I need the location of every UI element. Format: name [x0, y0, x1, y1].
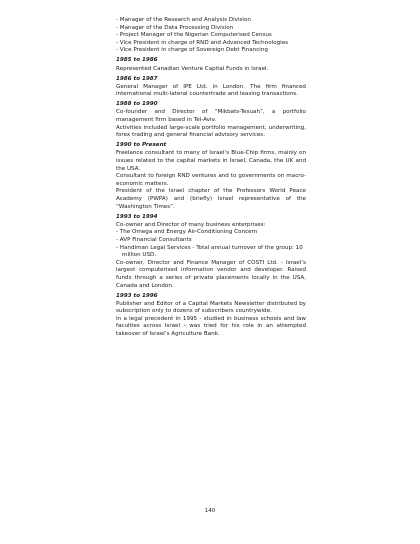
list-item: - Vice President in charge of RND and Advanced Technologies: [116, 39, 289, 46]
paragraph: President of the Israel chapter of the Professors World Peace Academy (PWPA) and (briefly) Israel representative of the “Washington Times”.: [116, 188, 306, 210]
section-1993-1994: [116, 214, 306, 291]
list-item: - The Omega and Energy Air-Conditioning Concern: [116, 229, 258, 236]
paragraph: In a legal precedent in 1995 - studied in business schools and law faculties across Israel - was tried for his role in an attempted takeover of Israel’s Agriculture Bank.: [116, 315, 306, 338]
section-date: 1993 to 1994: [116, 213, 158, 220]
list-item: - Vice President in charge of Sovereign Debt Financing: [116, 47, 268, 54]
paragraph: Co-founder and Director of “Mikbats-Tesuah”, a portfolio management firm based in Tel-Aviv.: [116, 109, 306, 124]
paragraph: General Manager of IPE Ltd. in London. The firm financed international multi-lateral countertrade and leasing transactions.: [116, 83, 306, 98]
paragraph: Publisher and Editor of a Capital Markets Newsletter distributed by subscription only to dozens of subscribers countrywide.: [116, 300, 306, 315]
page-body: [116, 17, 306, 339]
section-date: 1986 to 1987: [116, 75, 158, 82]
list-item: - AVP Financial Consultants: [116, 236, 192, 243]
section-1985-1986: [116, 57, 306, 73]
section-1986-1987: [116, 76, 306, 99]
enterprise-list: [116, 229, 306, 259]
section-1988-1990: [116, 101, 306, 140]
paragraph: Activities included large-scale portfolio management, underwriting, forex trading and general financial advisory services.: [116, 124, 306, 139]
paragraph: Freelance consultant to many of Israel’s Blue-Chip firms, mainly on issues related to the capital markets in Israel, Canada, the UK and the USA.: [116, 150, 306, 172]
section-1993-1996: [116, 293, 306, 339]
paragraph: Co-owner and Director of many business enterprises:: [116, 221, 266, 228]
section-date: 1985 to 1986: [116, 57, 158, 64]
paragraph: Co-owner, Director and Finance Manager of COSTI Ltd. - Israel’s largest computerised information vendor and developer. Raised funds through a series of private placements locally in the USA, Canada and London.: [116, 259, 306, 289]
list-item: - Manager of the Research and Analysis Division: [116, 17, 251, 23]
page-number: 140: [204, 508, 216, 514]
paragraph: Consultant to foreign RND ventures and to governments on macro-economic matters.: [116, 173, 306, 187]
list-item: - Handiman Legal Services - Total annual turnover of the group: 10 million USD.: [116, 244, 303, 259]
section-date: 1990 to Present: [116, 142, 167, 149]
section-date: 1993 to 1996: [116, 292, 158, 299]
list-item: - Manager of the Data Processing Division: [116, 24, 234, 31]
section-date: 1988 to 1990: [116, 101, 158, 108]
paragraph: Represented Canadian Venture Capital Funds in Israel.: [116, 65, 269, 72]
list-item: - Project Manager of the Nigerian Computerised Census: [116, 32, 272, 39]
section-1990-present: [116, 142, 306, 211]
intro-list: [116, 17, 306, 55]
